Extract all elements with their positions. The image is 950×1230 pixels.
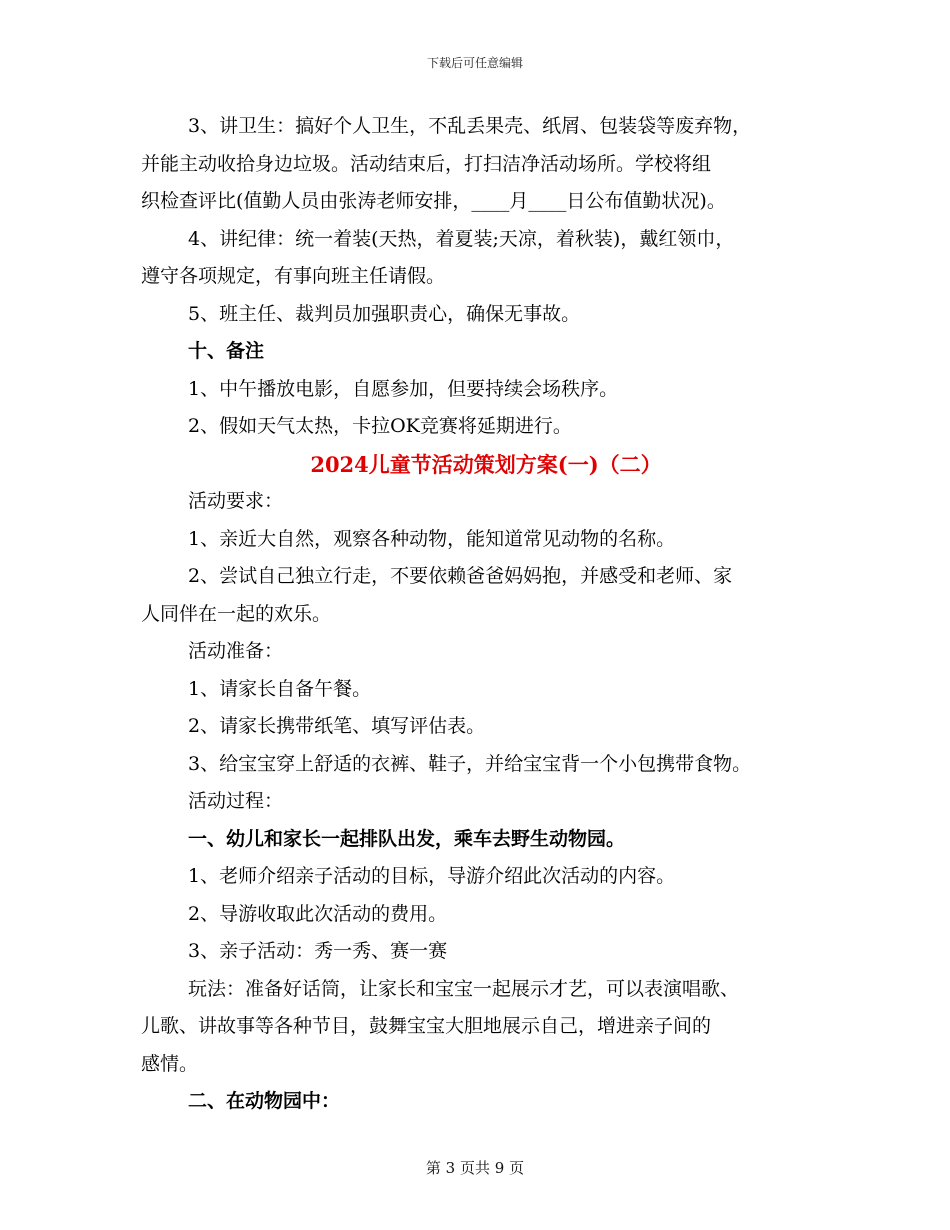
paragraph-discipline-cont: 遵守各项规定，有事向班主任请假。 (141, 265, 446, 287)
paragraph-hygiene: 3、讲卫生：搞好个人卫生，不乱丢果壳、纸屑、包装袋等废弃物， (188, 115, 752, 137)
paragraph-requirement-1: 1、亲近大自然，观察各种动物，能知道常见动物的名称。 (188, 527, 676, 550)
page-footer: 第 3 页共 9 页 (425, 1159, 525, 1177)
section-heading-notes: 十、备注 (188, 340, 265, 362)
paragraph-preparation-2: 2、请家长携带纸笔、填写评估表。 (188, 715, 486, 737)
paragraph-preparation-3: 3、给宝宝穿上舒适的衣裤、鞋子，并给宝宝背一个小包携带食物。 (188, 752, 752, 775)
paragraph-hygiene-cont-1: 并能主动收拾身边垃圾。活动结束后，打扫洁净活动场所。学校将组 (141, 152, 712, 175)
label-activity-preparation: 活动准备： (188, 640, 284, 662)
paragraph-preparation-1: 1、请家长自备午餐。 (188, 677, 372, 700)
paragraph-gameplay-cont-2: 感情。 (141, 1052, 199, 1075)
label-activity-requirements: 活动要求： (188, 490, 284, 512)
document-body (141, 108, 831, 1121)
label-activity-process: 活动过程： (188, 790, 284, 812)
document-title: 2024儿童节活动策划方案(一)（二） (310, 451, 662, 477)
paragraph-requirement-2-cont: 人同伴在一起的欢乐。 (141, 602, 332, 625)
paragraph-process-3: 3、亲子活动：秀一秀、赛一赛 (188, 940, 448, 962)
section-heading-zoo: 二、在动物园中： (188, 1090, 341, 1112)
section-heading-departure: 一、幼儿和家长一起排队出发，乘车去野生动物园。 (188, 827, 626, 850)
paragraph-requirement-2: 2、尝试自己独立行走，不要依赖爸爸妈妈抱，并感受和老师、家 (188, 565, 733, 587)
paragraph-gameplay: 玩法：准备好话筒，让家长和宝宝一起展示才艺，可以表演唱歌、 (188, 977, 740, 1000)
paragraph-discipline: 4、讲纪律：统一着装(天热，着夏装;天凉，着秋装)，戴红领巾， (188, 227, 735, 250)
paragraph-hygiene-cont-2: 织检查评比(值勤人员由张涛老师安排，____月____日公布值勤状况)。 (141, 190, 726, 212)
paragraph-gameplay-cont-1: 儿歌、讲故事等各种节目，鼓舞宝宝大胆地展示自己，增进亲子间的 (141, 1015, 712, 1037)
paragraph-note-movie: 1、中午播放电影，自愿参加，但要持续会场秩序。 (188, 377, 619, 400)
paragraph-process-1: 1、老师介绍亲子活动的目标，导游介绍此次活动的内容。 (188, 865, 676, 887)
paragraph-note-karaoke: 2、假如天气太热，卡拉OK竞赛将延期进行。 (188, 415, 572, 437)
page-header: 下载后可任意编辑 (426, 56, 523, 70)
paragraph-process-2: 2、导游收取此次活动的费用。 (188, 902, 448, 925)
paragraph-responsibility: 5、班主任、裁判员加强职责心，确保无事故。 (188, 302, 581, 325)
